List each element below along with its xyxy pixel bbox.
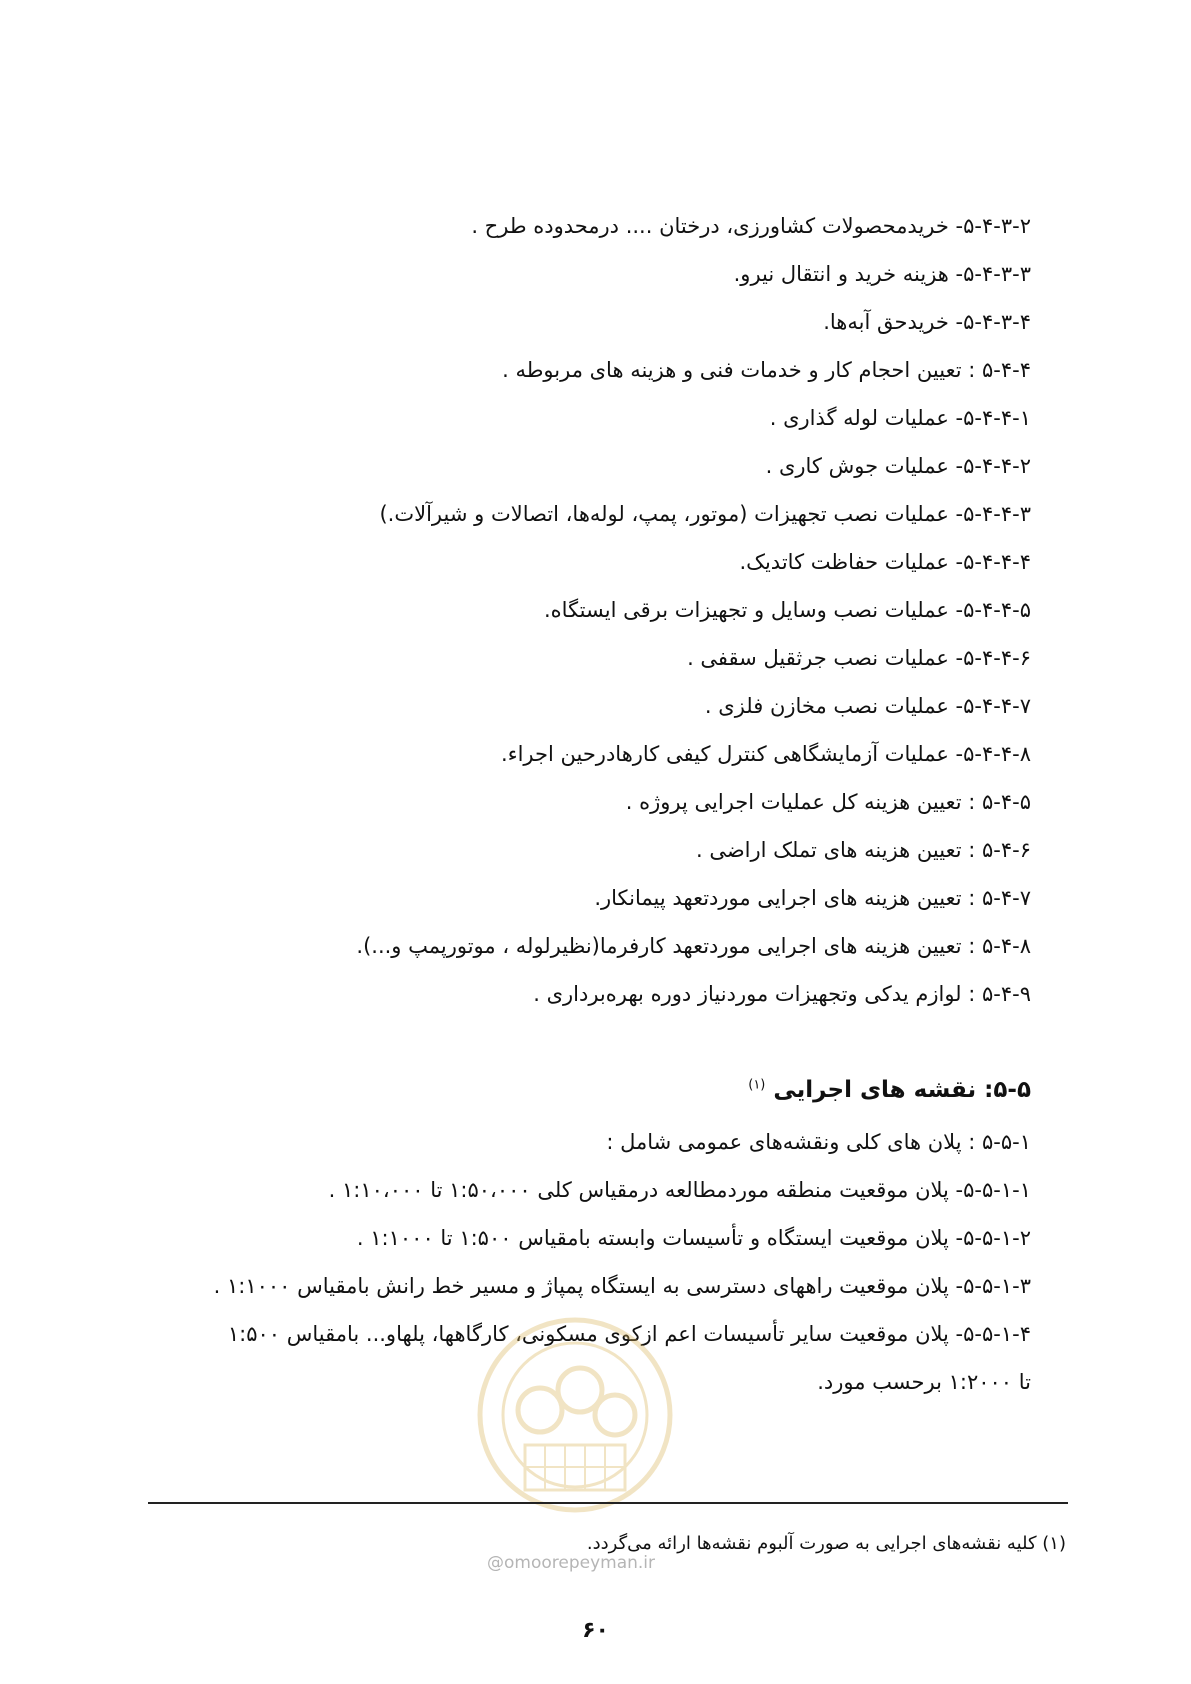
text-line: ۵-۴-۴-۸- عملیات آزمایشگاهی کنترل کیفی کارهادرحین اجراء. — [501, 742, 1031, 766]
text-line: ۵-۴-۳-۳- هزینه خرید و انتقال نیرو. — [733, 262, 1031, 286]
text-line: ۵-۵-۱-۳- پلان موقعیت راههای دسترسی به ایستگاه پمپاژ و مسیر خط رانش بامقیاس ۱:۱۰۰۰ . — [213, 1274, 1031, 1298]
watermark-logo-icon — [470, 1315, 680, 1520]
text-line: ۵-۴-۶ : تعیین هزینه های تملک اراضی . — [695, 838, 1031, 862]
text-line: ۵-۴-۹ : لوازم یدکی وتجهیزات موردنیاز دوره بهره‌برداری . — [533, 982, 1031, 1006]
watermark-text: @omoorepeyman.ir — [487, 1553, 656, 1573]
text-line: ۵-۵-۱-۱- پلان موقعیت منطقه موردمطالعه درمقیاس کلی ۱:۵۰،۰۰۰ تا ۱:۱۰،۰۰۰ . — [328, 1178, 1031, 1202]
text-line: ۵-۴-۵ : تعیین هزینه کل عملیات اجرایی پروژه . — [625, 790, 1031, 814]
text-line: ۵-۴-۴-۶- عملیات نصب جرثقیل سقفی . — [687, 646, 1031, 670]
text-line: ۵-۴-۳-۲- خریدمحصولات کشاورزی، درختان .... درمحدوده طرح . — [471, 214, 1031, 238]
footnote-mark: (۱) — [748, 1077, 766, 1093]
text-line: ۵-۴-۸ : تعیین هزینه های اجرایی موردتعهد کارفرما(نظیرلوله ، موتورپمپ و...). — [356, 934, 1031, 958]
text-line: ۵-۴-۴-۴- عملیات حفاظت کاتدیک. — [739, 550, 1031, 574]
text-line: ۵-۴-۴-۱- عملیات لوله گذاری . — [769, 406, 1031, 430]
text-line: ۵-۴-۷ : تعیین هزینه های اجرایی موردتعهد پیمانکار. — [594, 886, 1031, 910]
page-number: ۶۰ — [582, 1618, 609, 1643]
text-line: ۵-۴-۴ : تعیین احجام کار و خدمات فنی و هزینه های مربوطه . — [502, 358, 1031, 382]
footnote-divider — [148, 1502, 1068, 1504]
text-line: ۵-۴-۴-۲- عملیات جوش کاری . — [765, 454, 1031, 478]
text-line: ۵-۴-۴-۳- عملیات نصب تجهیزات (موتور، پمپ، لوله‌ها، اتصالات و شیرآلات.) — [379, 502, 1031, 526]
text-line: ۵-۵-۱-۴- پلان موقعیت سایر تأسیسات اعم ازکوی مسکونی، کارگاهها، پلهاو... بامقیاس ۱:۵۰۰ — [227, 1322, 1031, 1346]
text-line: ۵-۴-۳-۴- خریدحق آبه‌ها. — [823, 310, 1031, 334]
section-heading — [748, 1077, 1031, 1103]
text-line: ۵-۴-۴-۷- عملیات نصب مخازن فلزی . — [704, 694, 1031, 718]
text-line: ۵-۵-۱-۲- پلان موقعیت ایستگاه و تأسیسات وابسته بامقیاس ۱:۵۰۰ تا ۱:۱۰۰۰ . — [356, 1226, 1031, 1250]
footnote: (۱) کلیه نقشه‌های اجرایی به صورت آلبوم نقشه‌ها ارائه می‌گردد. — [586, 1533, 1066, 1554]
text-line: ۵-۵-۱ : پلان های کلی ونقشه‌های عمومی شامل : — [606, 1130, 1031, 1154]
text-line: ۵-۴-۴-۵- عملیات نصب وسایل و تجهیزات برقی ایستگاه. — [544, 598, 1031, 622]
section-heading-text: ۵-۵: نقشه های اجرایی — [773, 1077, 1031, 1103]
text-line: تا ۱:۲۰۰۰ برحسب مورد. — [817, 1370, 1031, 1394]
